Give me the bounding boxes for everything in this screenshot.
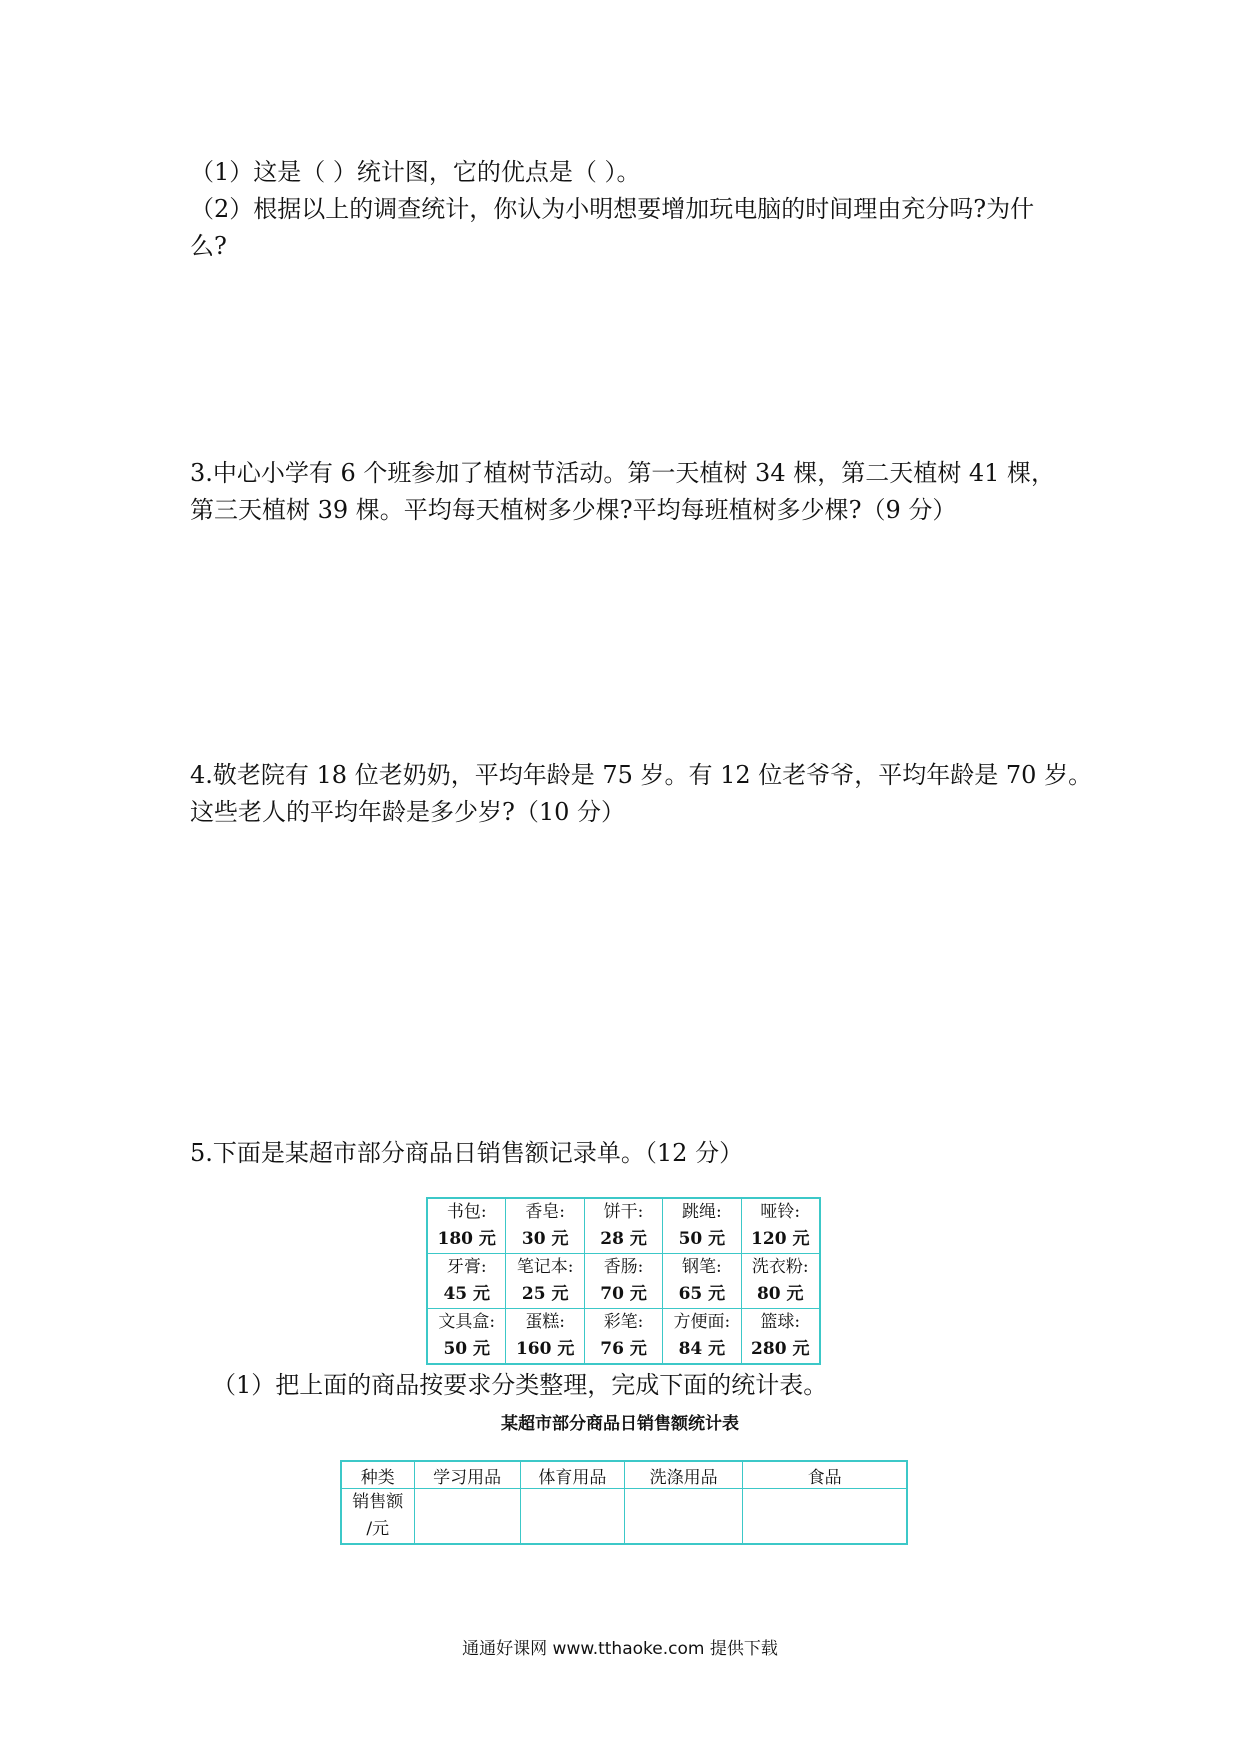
goods-price: 76 元 <box>600 1339 647 1359</box>
stat-blank-cell[interactable] <box>520 1489 624 1545</box>
goods-row <box>427 1198 820 1254</box>
goods-price: 280 元 <box>751 1339 810 1359</box>
goods-name: 笔记本: <box>516 1257 574 1277</box>
stat-header-cell: 体育用品 <box>520 1461 624 1489</box>
goods-cell <box>741 1309 820 1365</box>
goods-price: 80 元 <box>756 1284 804 1304</box>
goods-name: 洗衣粉: <box>751 1257 809 1277</box>
goods-cell <box>427 1309 506 1365</box>
goods-price: 70 元 <box>600 1284 647 1304</box>
stat-table-title: 某超市部分商品日销售额统计表 <box>501 1414 739 1434</box>
goods-price: 160 元 <box>515 1339 575 1359</box>
footer-credit: 通通好课网 www.tthaoke.com 提供下载 <box>462 1639 778 1659</box>
stat-header-cell: 种类 <box>341 1461 414 1489</box>
goods-name: 篮球: <box>760 1312 801 1332</box>
goods-cell <box>741 1198 820 1254</box>
goods-price: 180 元 <box>437 1229 496 1249</box>
goods-name: 香肠: <box>603 1257 644 1277</box>
goods-cell <box>584 1309 662 1365</box>
stat-header-cell: 学习用品 <box>414 1461 520 1489</box>
q4-line1: 4.敬老院有 18 位老奶奶，平均年龄是 75 岁。有 12 位老爷爷，平均年龄是 70 岁。 <box>190 761 1093 789</box>
goods-price: 84 元 <box>678 1339 726 1359</box>
goods-name: 方便面: <box>673 1312 731 1332</box>
goods-cell <box>663 1254 741 1309</box>
stat-row-label <box>341 1489 414 1545</box>
goods-name: 彩笔: <box>603 1312 644 1332</box>
goods-cell <box>741 1254 820 1309</box>
goods-name: 饼干: <box>603 1202 644 1222</box>
goods-cell <box>663 1198 741 1254</box>
q3-line1: 3.中心小学有 6 个班参加了植树节活动。第一天植树 34 棵，第二天植树 41 棵， <box>190 459 1056 487</box>
goods-cell <box>506 1254 584 1309</box>
stat-blank-cell[interactable] <box>625 1489 743 1545</box>
goods-price: 28 元 <box>600 1229 647 1249</box>
goods-name: 书包: <box>446 1202 487 1222</box>
goods-row <box>427 1309 820 1365</box>
stat-blank-cell[interactable] <box>414 1489 520 1545</box>
stat-blank-cell[interactable] <box>743 1489 907 1545</box>
q5-intro: 5.下面是某超市部分商品日销售额记录单。（12 分） <box>190 1139 744 1167</box>
q3-line2: 第三天植树 39 棵。平均每天植树多少棵?平均每班植树多少棵?（9 分） <box>190 496 957 524</box>
q2-sub2-line2: 么? <box>190 232 227 260</box>
stat-row-label-line2: /元 <box>366 1519 390 1539</box>
stat-value-row <box>341 1489 907 1545</box>
q2-sub2-line1: （2）根据以上的调查统计，你认为小明想要增加玩电脑的时间理由充分吗?为什 <box>190 195 1035 223</box>
goods-name: 香皂: <box>525 1202 566 1222</box>
goods-name: 钢笔: <box>681 1257 722 1277</box>
goods-cell <box>663 1309 741 1365</box>
goods-name: 跳绳: <box>681 1202 722 1222</box>
goods-price: 25 元 <box>521 1284 569 1304</box>
goods-price: 120 元 <box>751 1229 810 1249</box>
goods-name: 蛋糕: <box>525 1312 566 1332</box>
sales-stat-table <box>340 1460 908 1545</box>
q5-sub1: （1）把上面的商品按要求分类整理，完成下面的统计表。 <box>212 1371 828 1399</box>
goods-price: 50 元 <box>443 1339 491 1359</box>
goods-name: 哑铃: <box>760 1202 801 1222</box>
goods-cell <box>427 1198 506 1254</box>
goods-cell <box>506 1309 584 1365</box>
goods-cell <box>584 1198 662 1254</box>
stat-header-cell: 洗涤用品 <box>625 1461 743 1489</box>
goods-cell <box>506 1198 584 1254</box>
q4-line2: 这些老人的平均年龄是多少岁?（10 分） <box>190 798 626 826</box>
goods-cell <box>584 1254 662 1309</box>
goods-sales-record-table <box>426 1197 821 1365</box>
stat-row-label-line1: 销售额 <box>352 1492 404 1512</box>
goods-price: 30 元 <box>521 1229 569 1249</box>
goods-price: 50 元 <box>678 1229 726 1249</box>
q2-sub1: （1）这是（ ）统计图，它的优点是（ ）。 <box>190 158 641 186</box>
stat-header-cell: 食品 <box>743 1461 907 1489</box>
goods-cell <box>427 1254 506 1309</box>
goods-name: 文具盒: <box>438 1312 496 1332</box>
goods-price: 65 元 <box>678 1284 726 1304</box>
stat-header-row <box>341 1461 907 1489</box>
goods-row <box>427 1254 820 1309</box>
goods-price: 45 元 <box>443 1284 491 1304</box>
goods-name: 牙膏: <box>446 1257 487 1277</box>
